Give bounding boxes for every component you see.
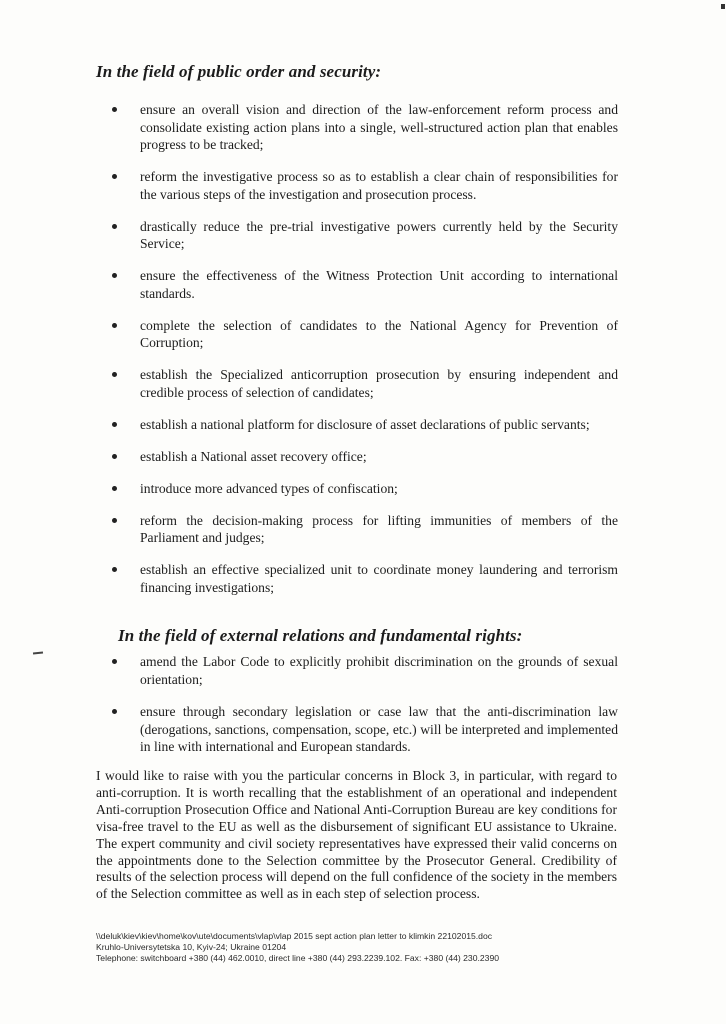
list-item (110, 267, 618, 302)
section-heading-external-relations: In the field of external relations and fundamental rights: (118, 626, 523, 645)
list-item (110, 101, 618, 154)
list-item (110, 317, 618, 352)
list-item (110, 703, 618, 756)
bullet-icon (112, 422, 117, 427)
footer-telephone: Telephone: switchboard +380 (44) 462.0010, direct line +380 (44) 293.2239.102. Fax: +380 (44) 230.2390 (96, 952, 499, 963)
list-item-text: drastically reduce the pre-trial investigative powers currently held by the Security Service; (140, 218, 618, 251)
section-heading-public-order: In the field of public order and security: (96, 62, 382, 81)
list-item-text: ensure an overall vision and direction of the law-enforcement reform process and consolidate existing action plans into a single, well-structured action plan that enables progress to be tracked; (140, 102, 618, 152)
bullet-icon (112, 486, 117, 491)
bullet-icon (112, 224, 117, 229)
footer-file-path: \\deluk\kiev\kiev\home\kov\ute\documents\vlap\vlap 2015 sept action plan letter to klimkin 22102015.doc (96, 931, 493, 941)
bullet-icon (112, 709, 117, 714)
list-item-text: establish an effective specialized unit to coordinate money laundering and terrorism financing investigations; (140, 562, 618, 595)
bullet-icon (112, 372, 117, 377)
list-item (110, 512, 618, 547)
bullet-icon (112, 518, 117, 523)
scan-mark (33, 651, 43, 654)
list-item (110, 653, 618, 688)
scan-speck (721, 4, 725, 9)
list-item-text: ensure through secondary legislation or case law that the anti-discrimination law (derogations, sanctions, compensation, scope, etc.) will be interpreted and implemented in line with international and European standards. (140, 704, 618, 754)
list-item (110, 448, 618, 466)
bullet-icon (112, 323, 117, 328)
external-relations-list (110, 653, 618, 771)
list-item (110, 561, 618, 596)
footer-address: Kruhlo-Universytetska 10, Kyiv-24; Ukraine 01204 (96, 941, 287, 952)
list-item-text: establish a national platform for disclosure of asset declarations of public servants; (140, 416, 590, 432)
list-item (110, 218, 618, 253)
list-item-text: introduce more advanced types of confiscation; (140, 480, 398, 496)
list-item-text: ensure the effectiveness of the Witness Protection Unit according to international standards. (140, 268, 618, 301)
bullet-icon (112, 659, 117, 664)
list-item (110, 416, 618, 434)
list-item-text: reform the decision-making process for lifting immunities of members of the Parliament and judges; (140, 512, 618, 545)
body-paragraph: I would like to raise with you the particular concerns in Block 3, in particular, with regard to anti-corruption. It is worth recalling that the establishment of an operational and independent Anti-corruption Prosecution Office and National Anti-Corruption Bureau are key conditions for visa-free travel to the EU as well as the disbursement of significant EU assistance to Ukraine. The expert community and civil society representatives have expressed their valid concerns on the appointments done to the Selection committee by the Prosecutor General. Credibility of results of the selection process will depend on the full confidence of the society in the members of the Selection committee as well as in each step of selection process. (96, 768, 617, 902)
list-item-text: establish the Specialized anticorruption prosecution by ensuring independent and credible process of selection of candidates; (140, 367, 618, 400)
bullet-icon (112, 107, 117, 112)
bullet-icon (112, 454, 117, 459)
public-order-list (110, 101, 618, 611)
bullet-icon (112, 567, 117, 572)
list-item (110, 480, 618, 498)
list-item (110, 168, 618, 203)
list-item-text: reform the investigative process so as to establish a clear chain of responsibilities for the various steps of the investigation and prosecution process. (140, 169, 618, 202)
list-item-text: establish a National asset recovery office; (140, 448, 367, 464)
list-item (110, 366, 618, 401)
page-footer (96, 931, 616, 963)
list-item-text: amend the Labor Code to explicitly prohibit discrimination on the grounds of sexual orientation; (140, 654, 618, 687)
list-item-text: complete the selection of candidates to the National Agency for Prevention of Corruption; (140, 317, 618, 350)
bullet-icon (112, 273, 117, 278)
bullet-icon (112, 174, 117, 179)
